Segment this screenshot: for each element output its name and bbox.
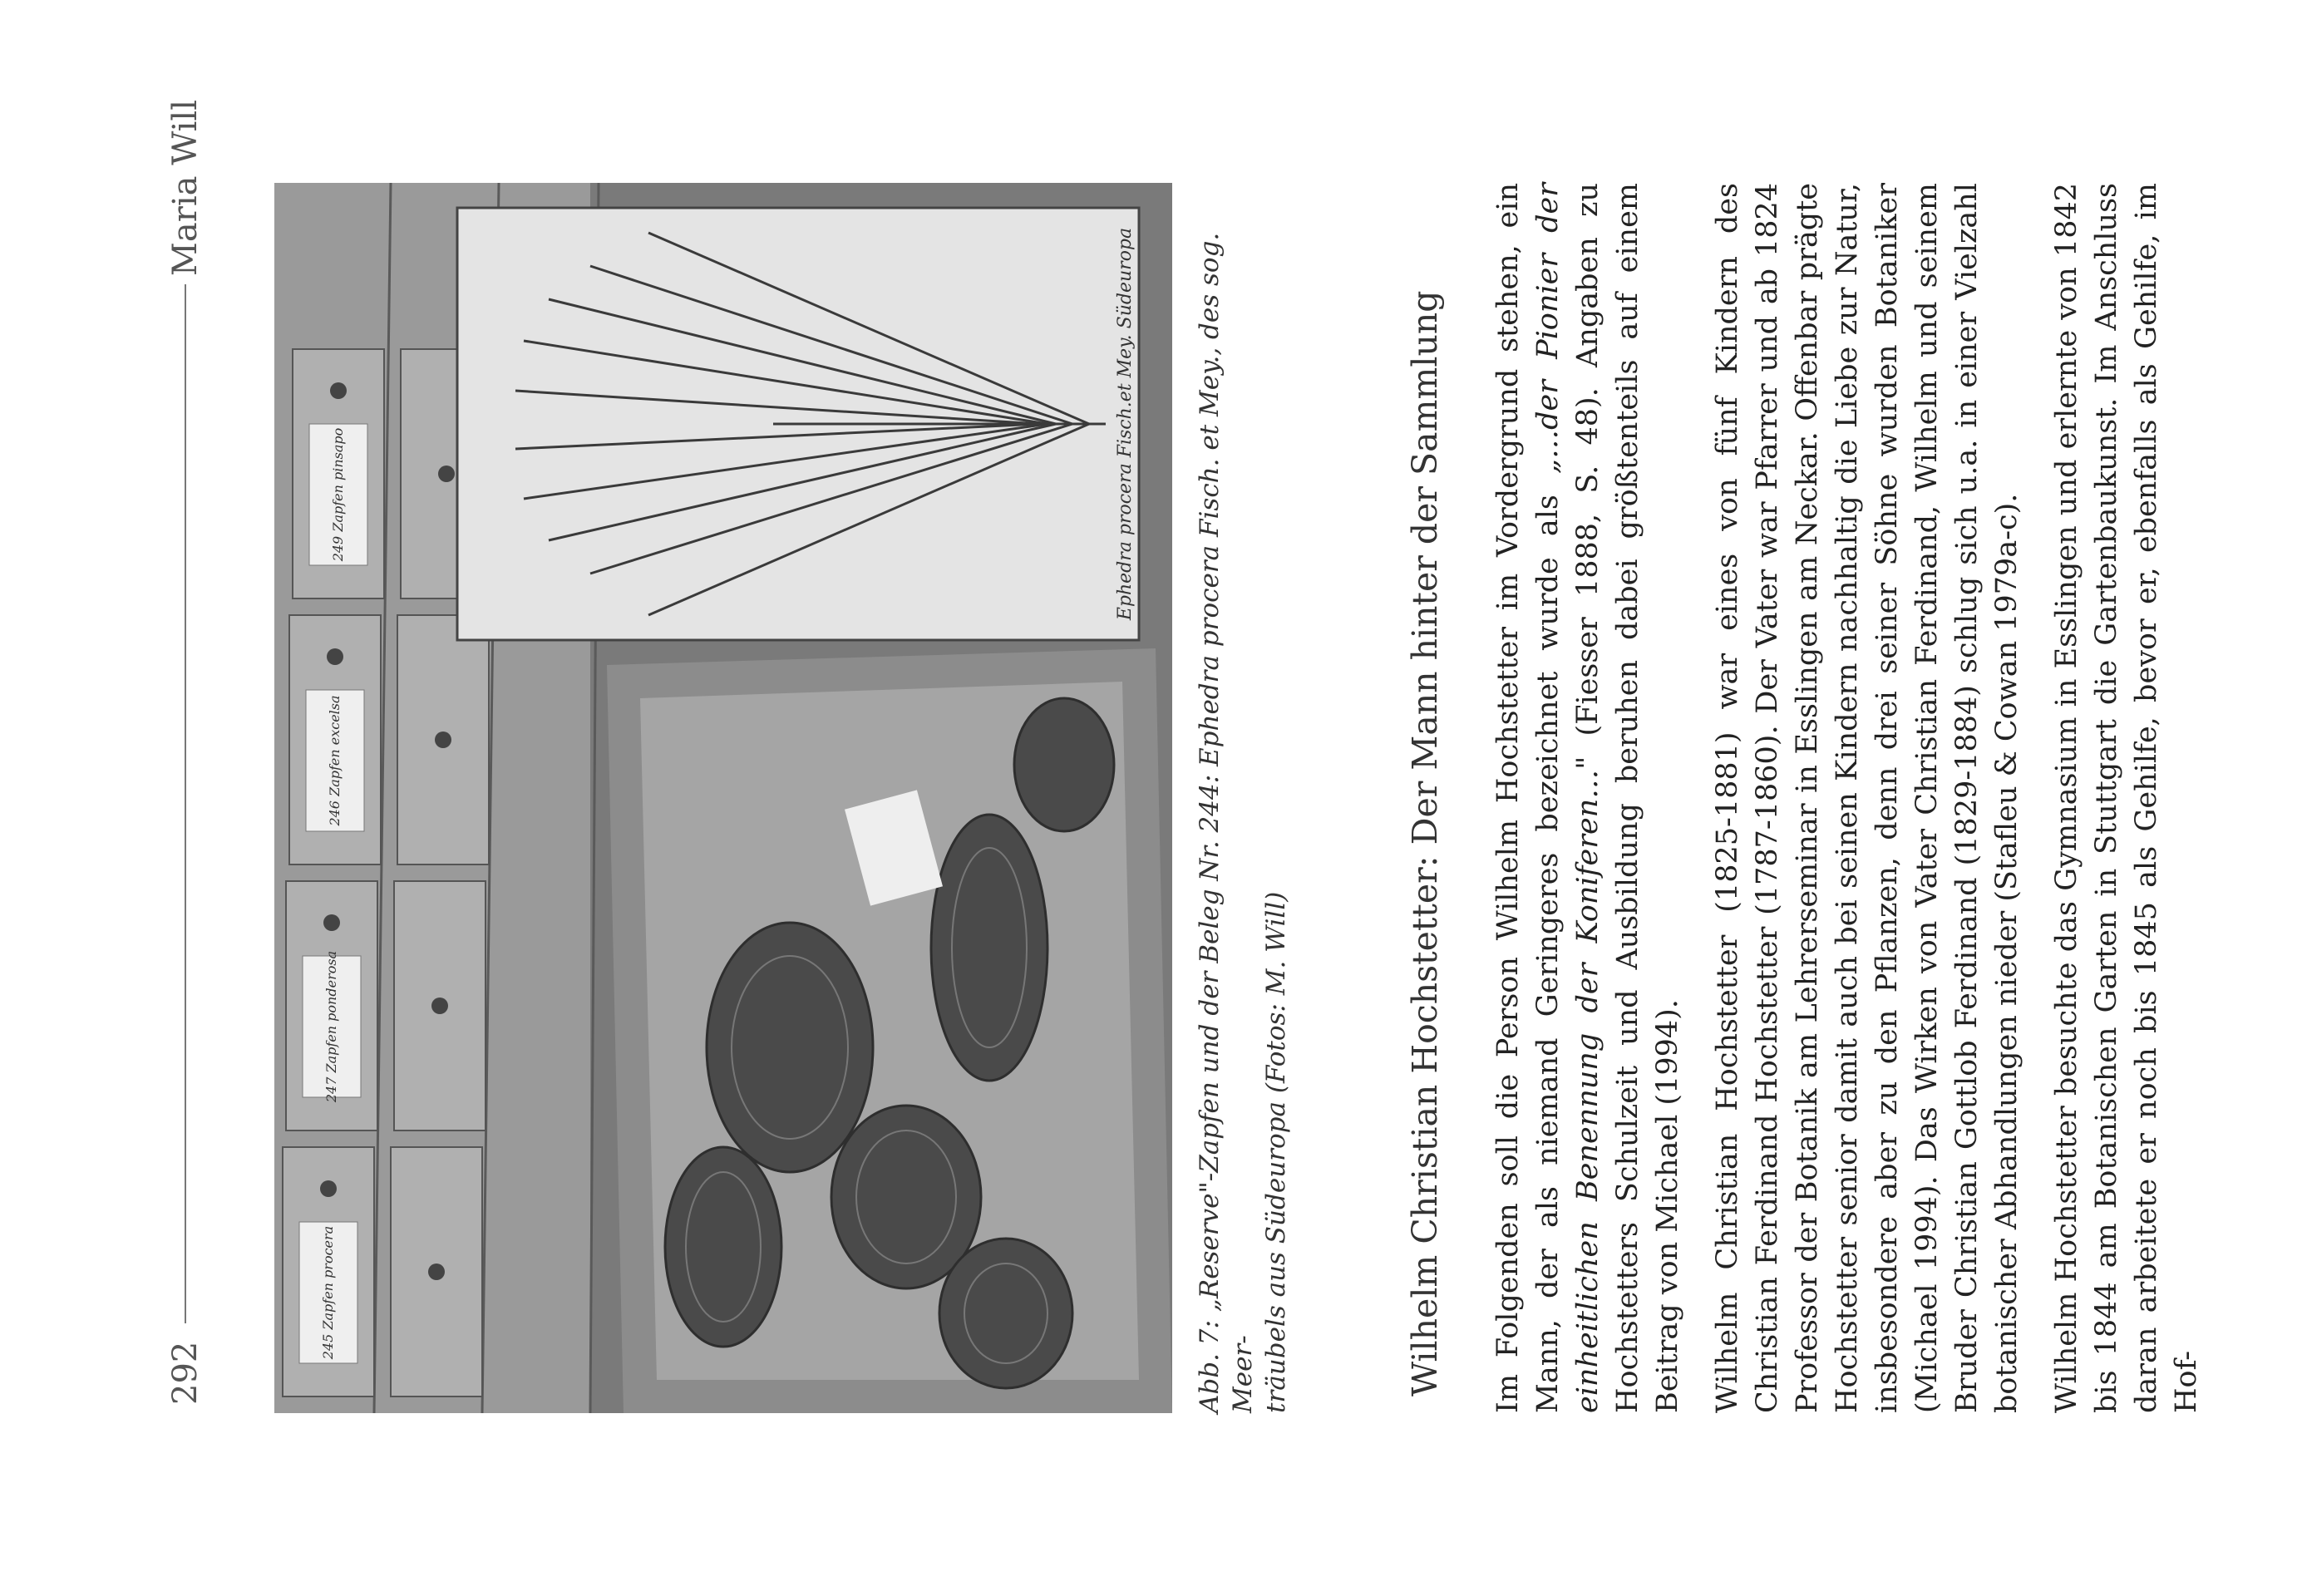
caption-line-1: Abb. 7: „Reserve"-Zapfen und der Beleg Nr. 244: Ephedra procera Fisch. et Mey., des sog. Meer-: [1195, 232, 1258, 1413]
photo-cones-and-herbarium-sheet: [274, 183, 1172, 1413]
figure-caption: [1193, 183, 1293, 1413]
paragraph-1-quote: „…der Pionier der einheitlichen Benennung der Koniferen…": [1531, 182, 1604, 1413]
figure-photo: [274, 183, 1172, 1413]
paragraph-1-end: (Fiesser 1888, S. 48). Angaben zu Hochstetters Schulzeit und Ausbildung beruhen dabei größtenteils auf einem Beitrag von Michael (1994).: [1571, 183, 1684, 1413]
author-name: Maria Will: [166, 100, 205, 277]
section-heading: Wilhelm Christian Hochstetter: Der Mann hinter der Sammlung: [1405, 290, 1445, 1396]
running-head: [166, 100, 205, 1405]
caption-line-2: träubels aus Südeuropa (Fotos: M. Will): [1261, 891, 1291, 1413]
drawer-label: 246 Zapfen excelsa: [327, 695, 343, 826]
paragraph-3: Wilhelm Hochstetter besuchte das Gymnasium in Esslingen und erlernte von 1842 bis 1844 am Botanischen Garten in Stuttgart die Gartenbaukunst. Im Anschluss daran arbeitete er noch bis 1845 als Gehilfe, bevor er, ebenfalls als Gehilfe, im Hof-: [2050, 183, 2203, 1413]
specimen-label: Ephedra procera Fisch.et Mey. Südeuropa: [1115, 227, 1136, 621]
drawer-label: 245 Zapfen procera: [320, 1225, 336, 1360]
page-number: 292: [166, 1341, 205, 1405]
drawer-label: 247 Zapfen ponderosa: [323, 950, 339, 1103]
paragraph-1-start: Im Folgenden soll die Person Wilhelm Hochstetter im Vordergrund stehen, ein Mann, der als niemand Geringeres bezeichnet wurde als: [1491, 183, 1565, 1413]
header-rule: [185, 284, 186, 1323]
body-text: [1488, 183, 2206, 1413]
drawer-label: 249 Zapfen pinsapo: [330, 427, 346, 562]
paragraph-2: Wilhelm Christian Hochstetter (1825-1881) war eines von fünf Kindern des Christian Ferdinand Hochstetter (1787-1860). Der Vater war Pfarrer und ab 1824 Professor der Botanik am Lehrerseminar in Esslingen am Neckar. Offenbar prägte Hochstetter senior damit auch bei seinen Kindern nachhaltig die Liebe zur Natur, insbesondere aber zu den Pflanzen, denn drei seiner Söhne wurden Botaniker (Michael 1994). Das Wirken von Vater Christian Ferdinand, Wilhelm und seinem Bruder Christian Gottlob Ferdinand (1829-1884) schlug sich u.a. in einer Vielzahl botanischer Abhandlungen nieder (Stafleu & Cowan 1979a-c).: [1711, 183, 2023, 1413]
paragraph-1: [1488, 183, 1688, 1413]
